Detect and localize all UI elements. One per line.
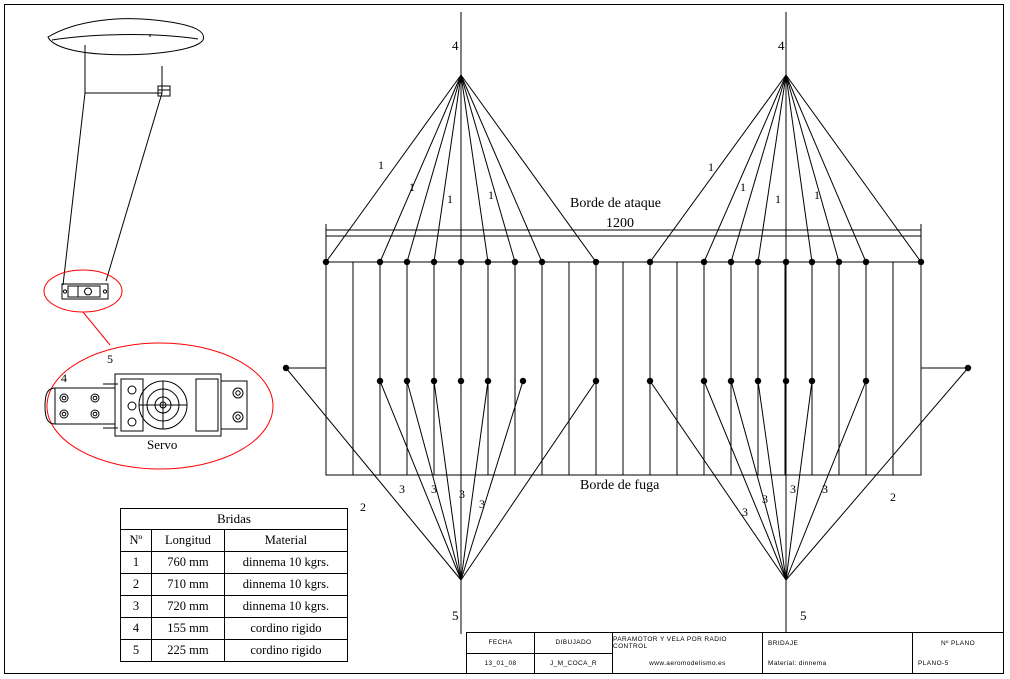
label-line-3-a: 3 — [399, 482, 405, 496]
label-line-5-right: 5 — [800, 608, 807, 623]
label-line-1-d: 1 — [488, 188, 494, 202]
label-detail-5: 5 — [107, 352, 113, 366]
label-line-4-right: 4 — [778, 38, 785, 53]
cell-material: cordino rigido — [224, 640, 347, 662]
part-title: BRIDAJE — [768, 639, 799, 647]
leader-line-right — [106, 93, 162, 281]
part-material: Material: dinnema — [768, 659, 827, 667]
title-block — [466, 632, 1004, 674]
airfoil-profile — [48, 19, 204, 55]
detail-callout-small — [44, 270, 122, 312]
label-line-1-h: 1 — [814, 188, 820, 202]
table-row — [121, 552, 348, 574]
label-line-1-f: 1 — [740, 180, 746, 194]
th-material: Material — [224, 530, 347, 552]
label-line-2-left: 2 — [360, 500, 366, 514]
title-block-part — [763, 633, 913, 673]
label-line-2-right: 2 — [890, 490, 896, 504]
label-leading-edge: Borde de ataque — [570, 196, 661, 211]
label-line-3-g: 3 — [790, 482, 796, 496]
title-block-project — [613, 633, 763, 673]
table-row — [121, 574, 348, 596]
cell-longitud: 710 mm — [151, 574, 224, 596]
cell-numero: 2 — [121, 574, 152, 596]
table-header-row — [121, 530, 348, 552]
dibujado-value: J_M_COCA_R — [550, 659, 597, 667]
title-block-plan — [913, 633, 1003, 673]
label-line-3-c: 3 — [459, 487, 465, 501]
label-line-3-e: 3 — [742, 505, 748, 519]
label-line-1-e: 1 — [708, 160, 714, 174]
label-line-1-b: 1 — [409, 180, 415, 194]
label-line-3-d: 3 — [479, 497, 485, 511]
bridas-table — [120, 508, 348, 662]
title-block-fecha — [467, 633, 535, 673]
cell-numero: 1 — [121, 552, 152, 574]
label-line-1-g: 1 — [775, 192, 781, 206]
cell-material: dinnema 10 kgrs. — [224, 574, 347, 596]
cell-longitud: 720 mm — [151, 596, 224, 618]
label-line-3-h: 3 — [822, 482, 828, 496]
plan-value: PLANO-5 — [918, 659, 949, 667]
th-numero: Nº — [121, 530, 152, 552]
title-block-dibujado — [535, 633, 613, 673]
label-line-5-left: 5 — [452, 608, 459, 623]
label-servo: Servo — [147, 437, 178, 452]
label-trailing-edge: Borde de fuga — [580, 478, 660, 493]
cell-material: cordino rigido — [224, 618, 347, 640]
th-longitud: Longitud — [151, 530, 224, 552]
cell-numero: 4 — [121, 618, 152, 640]
servo-small — [62, 284, 108, 299]
cell-longitud: 760 mm — [151, 552, 224, 574]
detail-zoom-leader — [83, 312, 110, 345]
table-row — [121, 618, 348, 640]
label-line-1-c: 1 — [447, 192, 453, 206]
fecha-label: FECHA — [467, 633, 534, 654]
servo-detail — [45, 374, 247, 436]
leader-line-left — [63, 93, 85, 285]
cell-numero: 3 — [121, 596, 152, 618]
cell-longitud: 155 mm — [151, 618, 224, 640]
pod-strut — [85, 45, 170, 96]
fecha-value: 13_01_08 — [484, 659, 517, 667]
project-title: PARAMOTOR Y VELA POR RADIO CONTROL — [613, 636, 727, 650]
label-line-4-left: 4 — [452, 38, 459, 53]
label-line-3-f: 3 — [762, 492, 768, 506]
dibujado-label: DIBUJADO — [535, 633, 612, 654]
label-line-1-a: 1 — [378, 158, 384, 172]
plan-label: Nº PLANO — [940, 639, 976, 647]
label-detail-4: 4 — [61, 371, 67, 385]
bridas-table-caption: Bridas — [120, 508, 348, 529]
table-row — [121, 596, 348, 618]
project-web: www.aeromodelismo.es — [649, 659, 726, 667]
cell-numero: 5 — [121, 640, 152, 662]
label-span-dimension: 1200 — [606, 216, 634, 231]
cell-material: dinnema 10 kgrs. — [224, 596, 347, 618]
table-row — [121, 640, 348, 662]
bridle-right — [650, 12, 968, 634]
attachment-points — [283, 259, 971, 384]
cell-longitud: 225 mm — [151, 640, 224, 662]
cell-material: dinnema 10 kgrs. — [224, 552, 347, 574]
wing-plan — [326, 224, 921, 475]
label-line-3-b: 3 — [431, 482, 437, 496]
